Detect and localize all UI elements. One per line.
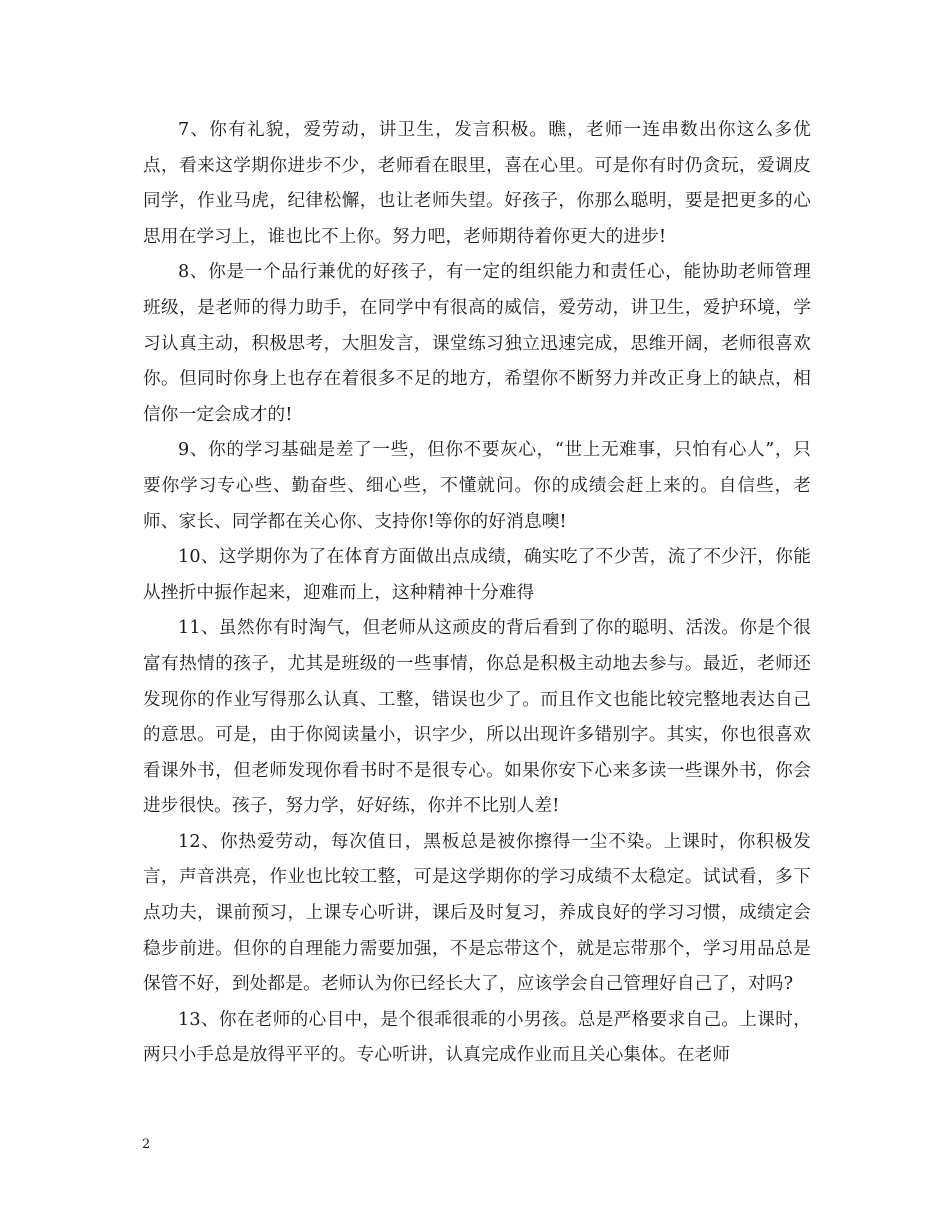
page-number: 2 — [142, 1137, 151, 1152]
paragraph-comment-11: 11、虽然你有时淘气，但老师从这顽皮的背后看到了你的聪明、活泼。你是个很富有热情的孩子，尤其是班级的一些事情，你总是积极主动地去参与。最近，老师还发现你的作业写得那么认真、工整，错误也少了。而且作文也能比较完整地表达自己的意思。可是，由于你阅读量小，识字少，所以出现许多错别字。其实，你也很喜欢看课外书，但老师发现你看书时不是很专心。如果你安下心来多读一些课外书，你会进步很快。孩子，努力学，好好练，你并不比别人差! — [143, 618, 811, 817]
paragraph-comment-7: 7、你有礼貌，爱劳动，讲卫生，发言积极。瞧，老师一连串数出你这么多优点，看来这学期你进步不少，老师看在眼里，喜在心里。可是你有时仍贪玩，爱调皮同学，作业马虎，纪律松懈，也让老师失望。好孩子，你那么聪明，要是把更多的心思用在学习上，谁也比不上你。努力吧，老师期待着你更大的进步! — [143, 120, 811, 247]
paragraph-comment-10: 10、这学期你为了在体育方面做出点成绩，确实吃了不少苦，流了不少汗，你能从挫折中振作起来，迎难而上，这种精神十分难得 — [143, 547, 811, 603]
paragraph-comment-8: 8、你是一个品行兼优的好孩子，有一定的组织能力和责任心，能协助老师管理班级，是老师的得力助手，在同学中有很高的威信，爱劳动，讲卫生，爱护环境，学习认真主动，积极思考，大胆发言，课堂练习独立迅速完成，思维开阔，老师很喜欢你。但同时你身上也存在着很多不足的地方，希望你不断努力并改正身上的缺点，相信你一定会成才的! — [143, 262, 811, 425]
paragraph-comment-12: 12、你热爱劳动，每次值日，黑板总是被你擦得一尘不染。上课时，你积极发言，声音洪亮，作业也比较工整，可是这学期你的学习成绩不太稳定。试试看，多下点功夫，课前预习，上课专心听讲，课后及时复习，养成良好的学习习惯，成绩定会稳步前进。但你的自理能力需要加强，不是忘带这个，就是忘带那个，学习用品总是保管不好，到处都是。老师认为你已经长大了，应该学会自己管理好自己了，对吗? — [143, 831, 811, 995]
paragraph-comment-9: 9、你的学习基础是差了一些，但你不要灰心，“世上无难事，只怕有心人”，只要你学习专心些、勤奋些、细心些，不懂就问。你的成绩会赶上来的。自信些，老师、家长、同学都在关心你、支持你!等你的好消息噢! — [143, 440, 811, 532]
paragraph-comment-13: 13、你在老师的心目中，是个很乖很乖的小男孩。总是严格要求自己。上课时，两只小手总是放得平平的。专心听讲，认真完成作业而且关心集体。在老师 — [143, 1009, 811, 1066]
document-body — [143, 113, 811, 1074]
